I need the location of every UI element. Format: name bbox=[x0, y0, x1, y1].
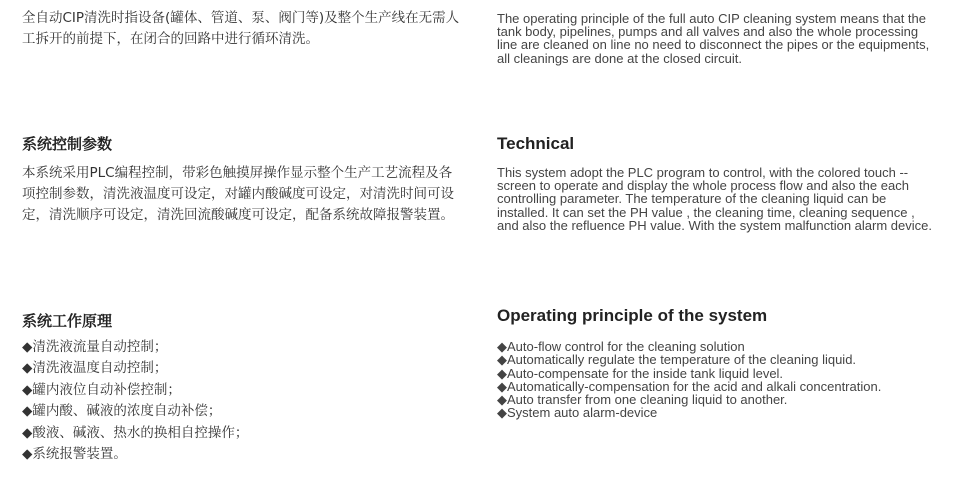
en-operating-principle-list bbox=[497, 340, 937, 420]
zh-control-parameters-paragraph: 本系统采用PLC编程控制，带彩色触摸屏操作显示整个生产工艺流程及各项控制参数，清洗液温度可设定，对罐内酸碱度可设定，对清洗时间可设定，清洗顺序可设定，清洗回流酸碱度可设定，配备系统故障报警装置。 bbox=[22, 165, 454, 223]
list-item: ◆系统报警装置。 bbox=[22, 446, 127, 463]
zh-intro-paragraph: 全自动CIP清洗时指设备(罐体、管道、泵、阀门等)及整个生产线在无需人工拆开的前提下，在闭合的回路中进行循环清洗。 bbox=[22, 10, 460, 47]
list-item: ◆Auto-compensate for the inside tank liquid level. bbox=[497, 365, 784, 381]
list-item: ◆Automatically regulate the temperature of the cleaning liquid. bbox=[497, 352, 857, 368]
zh-working-principle-list bbox=[22, 337, 462, 465]
list-item: ◆清洗液流量自动控制； bbox=[22, 339, 168, 355]
list-item: ◆清洗液温度自动控制； bbox=[22, 360, 168, 377]
en-intro-paragraph: The operating principle of the full auto CIP cleaning system means that the tank body, pipelines, pumps and all valves and also the whole processing line are cleaned on line no need to disconnect the pipes or the equipments, all cleanings are done at the closed circuit. bbox=[497, 11, 930, 66]
en-technical-heading: Technical bbox=[497, 134, 575, 153]
zh-control-parameters-heading: 系统控制参数 bbox=[22, 135, 113, 153]
en-technical-paragraph: This system adopt the PLC program to control, with the colored touch --screen to operate and display the whole process flow and also the each controlling parameter. The temperature of the cleaning liquid can be installed. It can set the PH value , the cleaning time, cleaning sequence , and also the refluence PH value. With the system malfunction alarm device. bbox=[497, 165, 932, 233]
list-item: ◆System auto alarm-device bbox=[497, 405, 658, 421]
list-item: ◆酸液、碱液、热水的换相自控操作； bbox=[22, 424, 249, 441]
list-item: ◆Automatically-compensation for the acid and alkali concentration. bbox=[497, 378, 882, 394]
list-item: ◆Auto transfer from one cleaning liquid to another. bbox=[497, 392, 788, 408]
en-operating-principle-heading: Operating principle of the system bbox=[497, 306, 768, 325]
list-item: ◆Auto-flow control for the cleaning solution bbox=[497, 339, 745, 354]
zh-working-principle-heading: 系统工作原理 bbox=[22, 312, 113, 330]
list-item: ◆罐内酸、碱液的浓度自动补偿； bbox=[22, 403, 222, 420]
list-item: ◆罐内液位自动补偿控制； bbox=[22, 381, 181, 398]
